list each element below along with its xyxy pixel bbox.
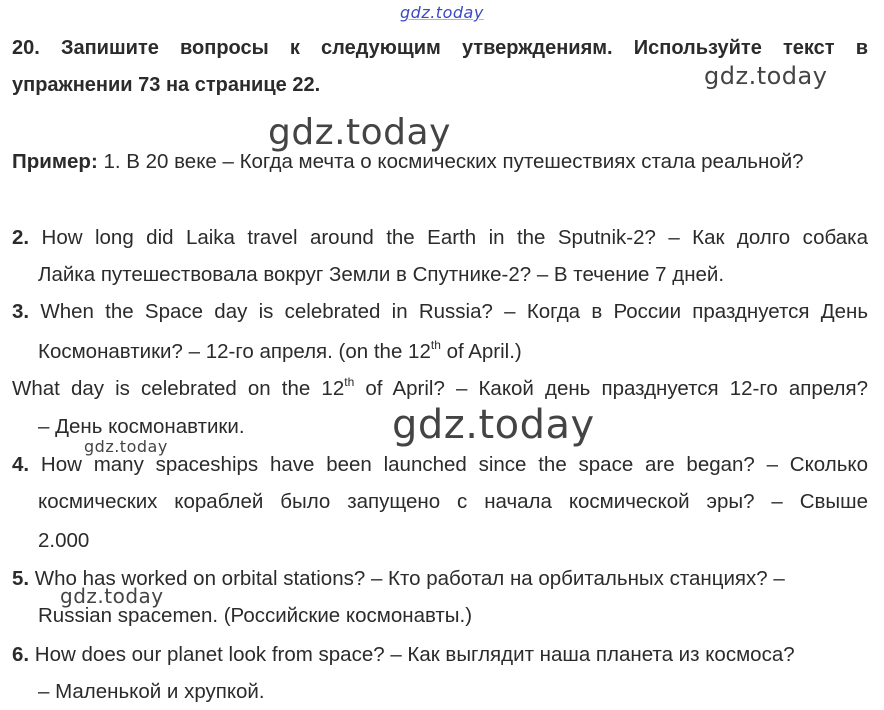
item-4-number: 4.: [12, 453, 30, 476]
watermark-small-1: gdz.today: [84, 437, 168, 456]
item-2-line-2: Лайка путешествовала вокруг Земли в Спутнике-2? – В течение 7 дней.: [38, 263, 725, 286]
item-6-line-2: – Маленькой и хрупкой.: [38, 680, 265, 703]
item-3-line-4: – День космонавтики.: [38, 415, 245, 438]
item-6-text-1: How does our planet look from space? – Как выглядит наша планета из космоса?: [29, 643, 795, 666]
item-6-line-1: [12, 643, 795, 667]
item-2-number: 2.: [12, 226, 30, 249]
task-heading-line-2: упражнении 73 на странице 22.: [12, 74, 321, 96]
item-6-number: 6.: [12, 643, 30, 666]
item-4-line-1: [12, 453, 868, 477]
item-3-text-3b: of April? – Какой день празднуется 12-го апреля?: [354, 377, 868, 400]
watermark-right: gdz.today: [704, 62, 828, 90]
item-5-line-2: Russian spacemen. (Российские космонавты.): [38, 604, 473, 627]
task-heading-line-1: 20. Запишите вопросы к следующим утверждениям. Используйте текст в: [12, 37, 868, 59]
item-5-text-1: Who has worked on orbital stations? – Кто работал на орбитальных станциях? –: [29, 567, 785, 590]
item-3-sup-2: th: [344, 375, 355, 389]
watermark-center-lower: gdz.today: [392, 402, 595, 448]
item-3-text-3a: What day is celebrated on the 12: [12, 377, 345, 400]
example-text: 1. В 20 веке – Когда мечта о космических путешествиях стала реальной?: [97, 150, 804, 173]
item-2-line-1: [12, 226, 868, 250]
item-3-line-3: [12, 377, 868, 401]
item-4-line-3: 2.000: [38, 529, 90, 552]
item-5-number: 5.: [12, 567, 30, 590]
example-line: [12, 150, 804, 174]
item-4-text-1: How many spaceships have been launched since the space are began? – Сколько: [29, 453, 868, 476]
item-2-text-1: How long did Laika travel around the Earth in the Sputnik-2? – Как долго собака: [29, 226, 868, 249]
item-4-line-2: космических кораблей было запущено с начала космической эры? – Свыше: [38, 490, 868, 513]
watermark-center-upper: gdz.today: [268, 112, 451, 153]
item-3-sup-1: th: [430, 338, 441, 352]
example-label: Пример:: [12, 150, 98, 173]
item-3-line-2: [38, 340, 522, 364]
watermark-top[interactable]: gdz.today: [400, 3, 484, 22]
item-3-line-1: [12, 300, 868, 324]
watermark-small-2: gdz.today: [60, 584, 164, 608]
item-3-number: 3.: [12, 300, 30, 323]
item-3-text-1: When the Space day is celebrated in Russia? – Когда в России празднуется День: [29, 300, 868, 323]
item-3-text-2a: Космонавтики? – 12-го апреля. (on the 12: [38, 340, 431, 363]
item-3-text-2b: of April.): [440, 340, 522, 363]
